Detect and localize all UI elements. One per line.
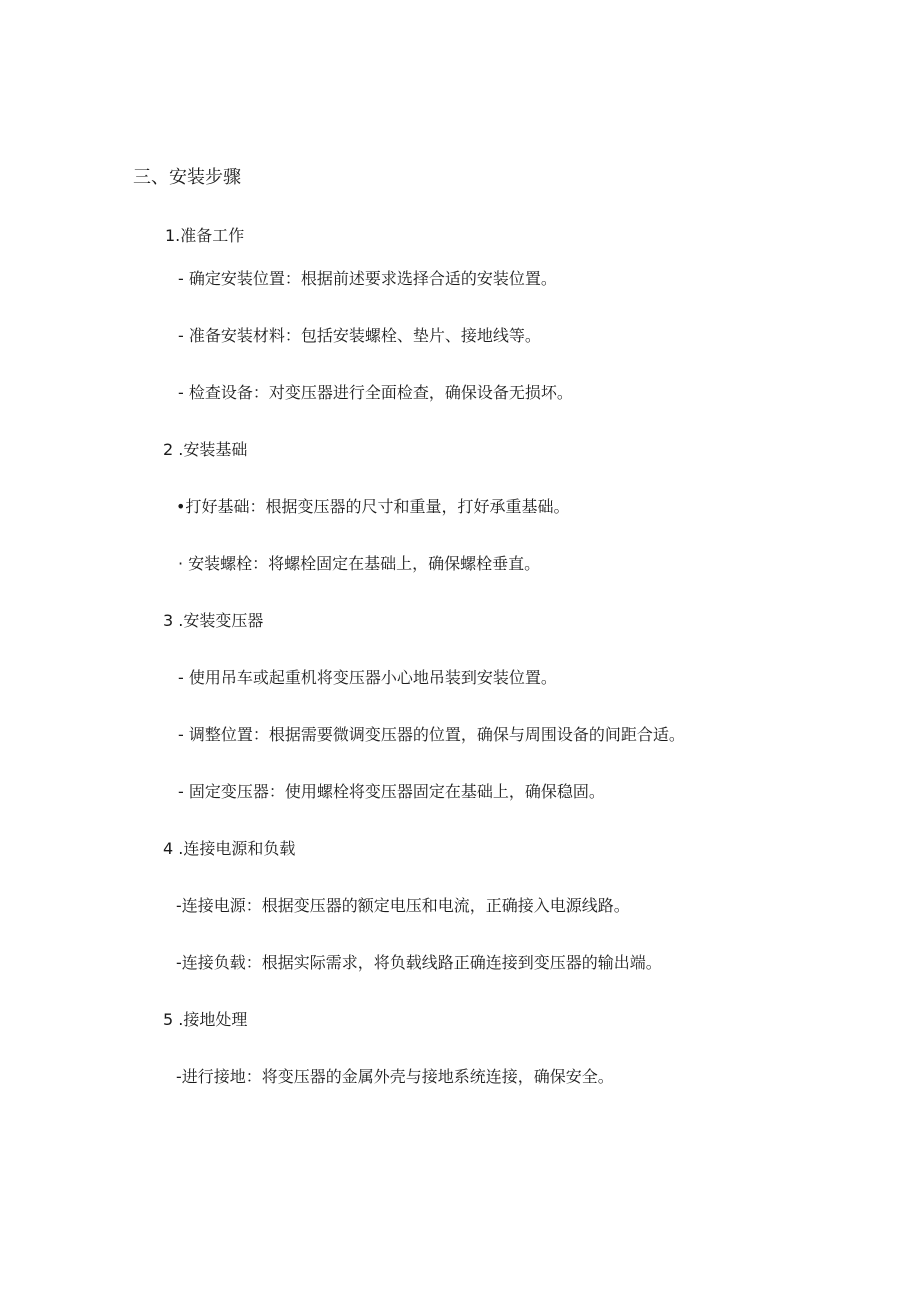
step-3-item-3: - 固定变压器：使用螺栓将变压器固定在基础上，确保稳固。 [178,782,605,801]
step-3-item-2: - 调整位置：根据需要微调变压器的位置，确保与周围设备的间距合适。 [178,725,685,744]
step-5-item-1: -进行接地：将变压器的金属外壳与接地系统连接，确保安全。 [176,1067,614,1086]
step-5-heading: 5 .接地处理 [163,1010,248,1029]
step-4-item-1: -连接电源：根据变压器的额定电压和电流，正确接入电源线路。 [176,896,630,915]
step-1-item-1: - 确定安装位置：根据前述要求选择合适的安装位置。 [178,269,557,288]
step-1-heading: 1.准备工作 [165,226,245,245]
section-title: 三、安装步骤 [133,167,241,188]
step-1-item-3: - 检查设备：对变压器进行全面检查，确保设备无损坏。 [178,383,573,402]
step-2-item-2: · 安装螺栓：将螺栓固定在基础上，确保螺栓垂直。 [178,554,541,573]
step-4-heading: 4 .连接电源和负载 [163,839,296,858]
step-1-item-2: - 准备安装材料：包括安装螺栓、垫片、接地线等。 [178,326,541,345]
step-3-heading: 3 .安装变压器 [163,611,264,630]
step-3-item-1: - 使用吊车或起重机将变压器小心地吊装到安装位置。 [178,668,557,687]
step-2-item-1: •打好基础：根据变压器的尺寸和重量，打好承重基础。 [176,497,570,516]
step-2-heading: 2 .安装基础 [163,440,248,459]
step-4-item-2: -连接负载：根据实际需求，将负载线路正确连接到变压器的输出端。 [176,953,662,972]
